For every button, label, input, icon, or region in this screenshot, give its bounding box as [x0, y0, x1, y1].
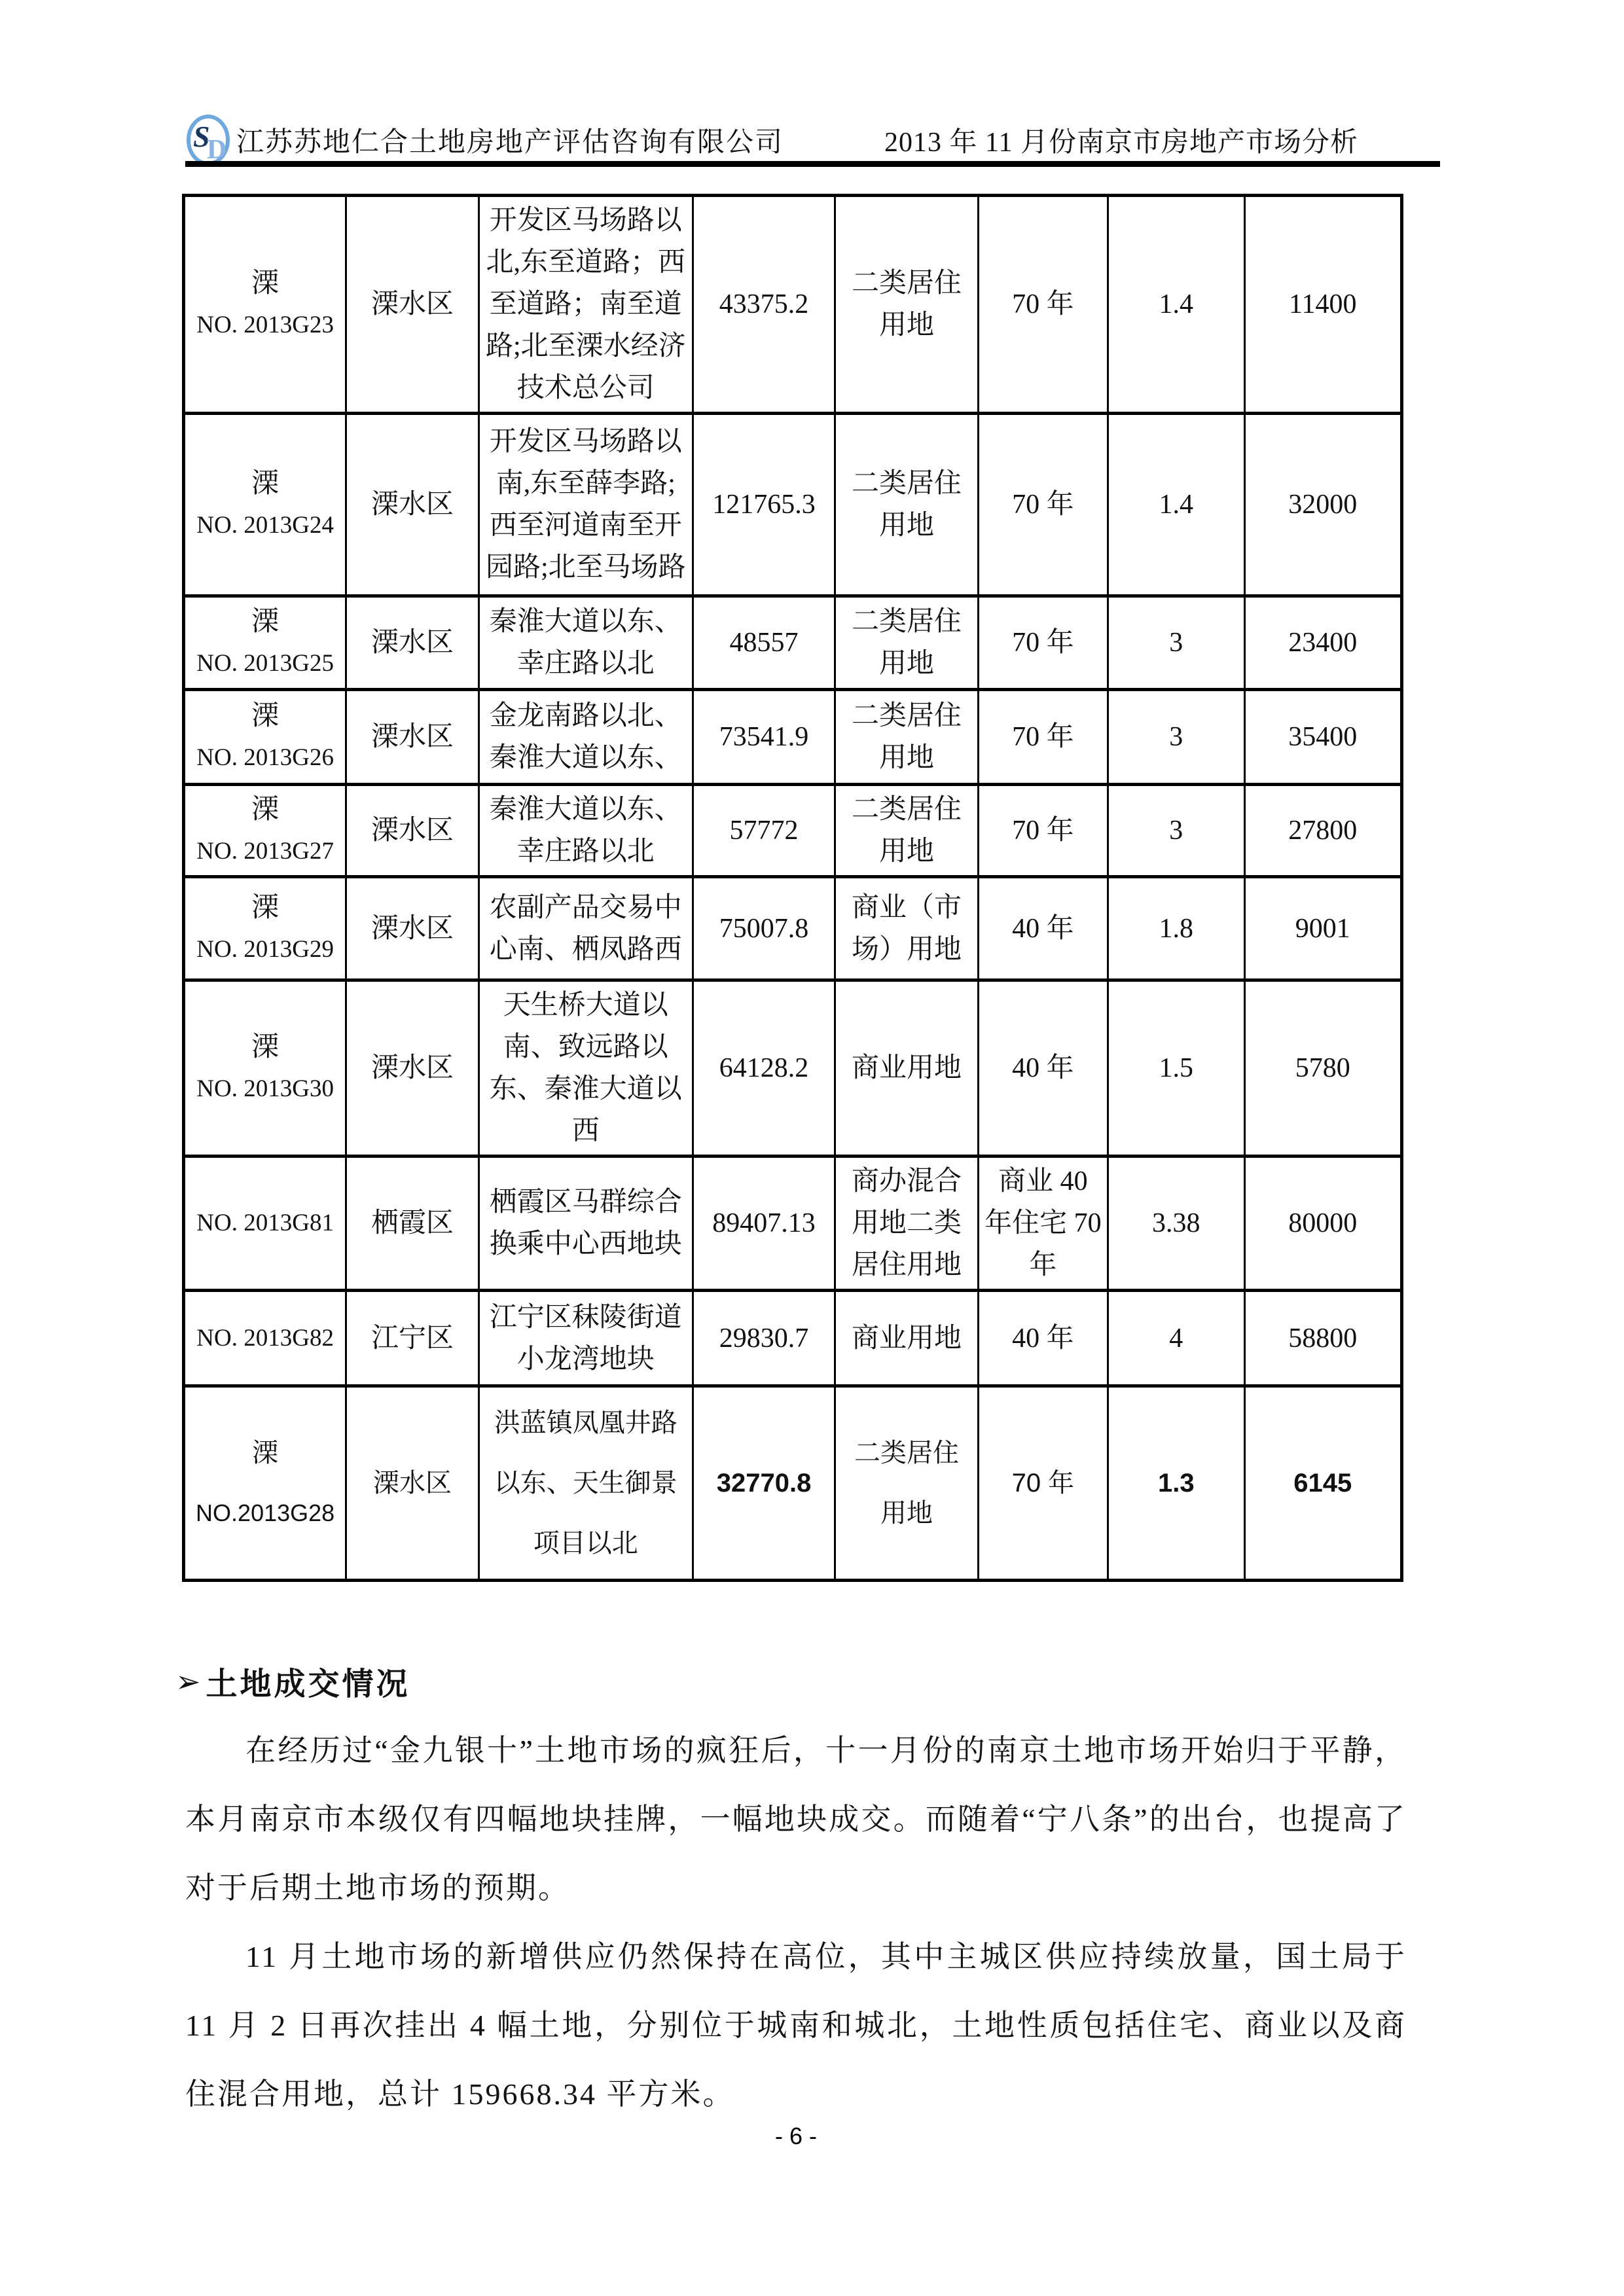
cell-price: 5780 — [1244, 980, 1402, 1157]
cell-location: 开发区马场路以南,东至薛李路;西至河道南至开园路;北至马场路 — [478, 414, 693, 596]
cell-area: 43375.2 — [693, 196, 835, 414]
cell-location: 农副产品交易中心南、栖凤路西 — [478, 877, 693, 980]
paragraph-2: 11 月土地市场的新增供应仍然保持在高位，其中主城区供应持续放量，国土局于 11 月 2 日再次挂出 4 幅土地，分别位于城南和城北，土地性质包括住宅、商业以及商住混合用地，总计 159668.34 平方米。 — [185, 1940, 1407, 2111]
cell-parcel-id — [184, 1386, 346, 1581]
parcel-prefix: 溧 — [251, 892, 280, 923]
cell-plot-ratio: 1.3 — [1108, 1386, 1244, 1581]
table-row — [184, 1157, 1402, 1291]
cell-price: 23400 — [1244, 596, 1402, 690]
cell-land-use: 商业用地 — [835, 1291, 978, 1386]
cell-term: 70 年 — [978, 1386, 1108, 1581]
cell-price: 27800 — [1244, 785, 1402, 877]
cell-district: 溧水区 — [346, 596, 478, 690]
cell-area: 64128.2 — [693, 980, 835, 1157]
table-row — [184, 596, 1402, 690]
cell-location: 秦淮大道以东、幸庄路以北 — [478, 785, 693, 877]
section-heading — [175, 1659, 410, 1704]
cell-location: 开发区马场路以北,东至道路；西至道路；南至道路;北至溧水经济技术总公司 — [478, 196, 693, 414]
table-row — [184, 980, 1402, 1157]
cell-plot-ratio: 1.4 — [1108, 414, 1244, 596]
cell-district: 溧水区 — [346, 980, 478, 1157]
cell-plot-ratio: 1.8 — [1108, 877, 1244, 980]
land-parcel-table — [182, 194, 1403, 1582]
cell-term: 40 年 — [978, 877, 1108, 980]
company-name: 江苏苏地仁合土地房地产评估咨询有限公司 — [236, 128, 784, 158]
cell-district: 溧水区 — [346, 785, 478, 877]
parcel-number: NO. 2013G24 — [196, 512, 334, 539]
cell-price: 9001 — [1244, 877, 1402, 980]
company-logo-icon — [185, 113, 231, 168]
cell-plot-ratio: 3.38 — [1108, 1157, 1244, 1291]
cell-district: 溧水区 — [346, 690, 478, 785]
cell-price: 80000 — [1244, 1157, 1402, 1291]
cell-term: 70 年 — [978, 414, 1108, 596]
parcel-prefix: 溧 — [251, 469, 280, 499]
cell-location: 金龙南路以北、秦淮大道以东、 — [478, 690, 693, 785]
cell-location: 秦淮大道以东、幸庄路以北 — [478, 596, 693, 690]
cell-area: 32770.8 — [693, 1386, 835, 1581]
cell-land-use: 二类居住用地 — [835, 785, 978, 877]
cell-land-use: 二类居住用地 — [835, 596, 978, 690]
cell-land-use: 商业（市场）用地 — [835, 877, 978, 980]
cell-term: 70 年 — [978, 785, 1108, 877]
parcel-prefix: 溧 — [251, 795, 280, 825]
cell-parcel-id — [184, 1157, 346, 1291]
cell-parcel-id — [184, 1291, 346, 1386]
cell-area: 75007.8 — [693, 877, 835, 980]
parcel-number: NO. 2013G25 — [196, 650, 334, 677]
paragraph-1: 在经历过“金九银十”土地市场的疯狂后，十一月份的南京土地市场开始归于平静，本月南京市本级仅有四幅地块挂牌，一幅地块成交。而随着“宁八条”的出台，也提高了对于后期土地市场的预期。 — [185, 1734, 1407, 1905]
cell-price: 58800 — [1244, 1291, 1402, 1386]
parcel-number: NO. 2013G29 — [196, 935, 334, 963]
cell-term: 40 年 — [978, 1291, 1108, 1386]
parcel-prefix: 溧 — [251, 701, 280, 731]
cell-district: 江宁区 — [346, 1291, 478, 1386]
header-divider — [185, 161, 1440, 167]
svg-text:D: D — [207, 135, 227, 165]
parcel-number: NO. 2013G27 — [196, 838, 334, 865]
cell-parcel-id — [184, 980, 346, 1157]
cell-district: 溧水区 — [346, 877, 478, 980]
cell-parcel-id — [184, 596, 346, 690]
parcel-number: NO. 2013G23 — [196, 312, 334, 338]
cell-district: 栖霞区 — [346, 1157, 478, 1291]
cell-plot-ratio: 3 — [1108, 690, 1244, 785]
cell-area: 57772 — [693, 785, 835, 877]
cell-district: 溧水区 — [346, 196, 478, 414]
parcel-number: NO. 2013G82 — [196, 1324, 334, 1352]
parcel-prefix: 溧 — [251, 268, 280, 298]
cell-plot-ratio: 4 — [1108, 1291, 1244, 1386]
cell-land-use: 二类居住用地 — [835, 690, 978, 785]
cell-plot-ratio: 1.4 — [1108, 196, 1244, 414]
cell-parcel-id — [184, 196, 346, 414]
cell-district: 溧水区 — [346, 414, 478, 596]
cell-term: 70 年 — [978, 596, 1108, 690]
cell-land-use: 商办混合用地二类居住用地 — [835, 1157, 978, 1291]
cell-term: 70 年 — [978, 196, 1108, 414]
page-number: - 6 - — [774, 2123, 817, 2149]
cell-price: 32000 — [1244, 414, 1402, 596]
report-title: 2013 年 11 月份南京市房地产市场分析 — [884, 128, 1358, 158]
cell-land-use: 二类居住用地 — [835, 1386, 978, 1581]
cell-location: 天生桥大道以南、致远路以东、秦淮大道以西 — [478, 980, 693, 1157]
cell-location: 洪蓝镇凤凰井路以东、天生御景项目以北 — [478, 1386, 693, 1581]
table-row — [184, 1291, 1402, 1386]
cell-price: 6145 — [1244, 1386, 1402, 1581]
parcel-number: NO.2013G28 — [196, 1499, 335, 1526]
cell-price: 11400 — [1244, 196, 1402, 414]
cell-term: 商业 40 年住宅 70 年 — [978, 1157, 1108, 1291]
cell-term: 70 年 — [978, 690, 1108, 785]
cell-parcel-id — [184, 414, 346, 596]
body-text — [185, 1716, 1407, 2128]
page-header — [185, 113, 1440, 168]
table-row — [184, 414, 1402, 596]
parcel-prefix: 溧 — [252, 1439, 279, 1467]
table-row — [184, 877, 1402, 980]
cell-area: 121765.3 — [693, 414, 835, 596]
table-row — [184, 1386, 1402, 1581]
cell-area: 73541.9 — [693, 690, 835, 785]
parcel-number: NO. 2013G30 — [196, 1075, 334, 1102]
table-row — [184, 785, 1402, 877]
arrow-bullet-icon: ➢ — [175, 1663, 204, 1699]
cell-price: 35400 — [1244, 690, 1402, 785]
cell-area: 89407.13 — [693, 1157, 835, 1291]
parcel-number: NO. 2013G81 — [196, 1210, 334, 1236]
page-footer — [185, 2123, 1407, 2150]
section-heading-text: 土地成交情况 — [206, 1667, 410, 1702]
parcel-prefix: 溧 — [251, 1032, 280, 1062]
cell-land-use: 二类居住用地 — [835, 414, 978, 596]
cell-parcel-id — [184, 785, 346, 877]
parcel-number: NO. 2013G26 — [196, 744, 334, 771]
cell-location: 江宁区秣陵街道小龙湾地块 — [478, 1291, 693, 1386]
cell-plot-ratio: 3 — [1108, 785, 1244, 877]
cell-parcel-id — [184, 877, 346, 980]
cell-plot-ratio: 3 — [1108, 596, 1244, 690]
cell-land-use: 二类居住用地 — [835, 196, 978, 414]
cell-location: 栖霞区马群综合换乘中心西地块 — [478, 1157, 693, 1291]
table-row — [184, 196, 1402, 414]
svg-text:S: S — [193, 120, 210, 153]
cell-district: 溧水区 — [346, 1386, 478, 1581]
cell-plot-ratio: 1.5 — [1108, 980, 1244, 1157]
cell-parcel-id — [184, 690, 346, 785]
cell-area: 48557 — [693, 596, 835, 690]
cell-area: 29830.7 — [693, 1291, 835, 1386]
cell-term: 40 年 — [978, 980, 1108, 1157]
cell-land-use: 商业用地 — [835, 980, 978, 1157]
table-row — [184, 690, 1402, 785]
parcel-prefix: 溧 — [251, 607, 280, 637]
